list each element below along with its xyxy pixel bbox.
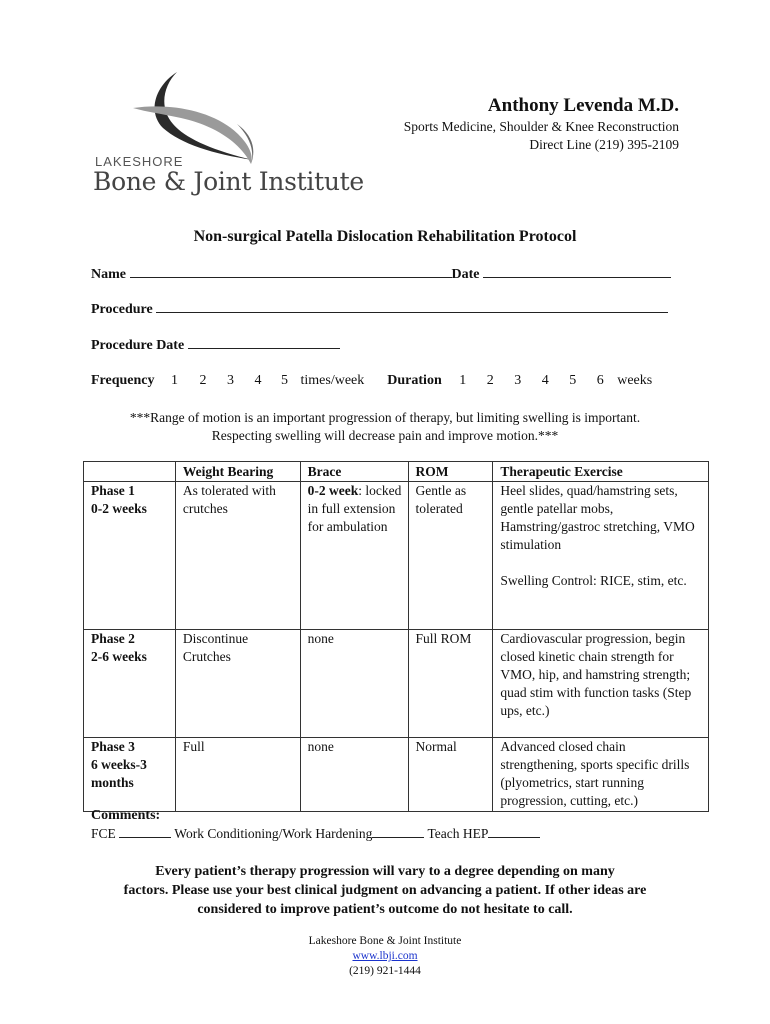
brace-cell: none — [300, 630, 408, 738]
table-row — [84, 630, 709, 738]
header-brace: Brace — [300, 462, 408, 482]
duration-label: Duration — [387, 373, 442, 388]
fce-label: FCE — [91, 826, 116, 841]
exercise-cell: Heel slides, quad/hamstring sets, gentle patellar mobs, Hamstring/gastroc stretching, VMO stimulation Swelling Control: RICE, stim, etc. — [493, 482, 709, 630]
procedure-date-row — [91, 337, 340, 354]
name-date-row — [91, 266, 671, 283]
closing-statement — [0, 862, 770, 919]
duration-unit: weeks — [617, 373, 653, 388]
footer-org: Lakeshore Bone & Joint Institute — [308, 935, 462, 947]
date-label: Date — [451, 267, 480, 282]
frequency-option[interactable]: 5 — [281, 373, 289, 388]
procedure-label: Procedure — [91, 302, 153, 317]
table-header-row — [84, 462, 709, 482]
teach-hep-field[interactable] — [488, 826, 540, 838]
phase-cell: Phase 3 6 weeks-3 months — [84, 738, 176, 812]
website-link[interactable]: www.lbji.com — [352, 950, 418, 962]
work-conditioning-field[interactable] — [372, 826, 424, 838]
header-therapeutic-exercise: Therapeutic Exercise — [493, 462, 709, 482]
date-field[interactable] — [483, 266, 671, 278]
frequency-duration-row — [91, 373, 652, 389]
procedure-date-field[interactable] — [188, 337, 340, 349]
rehab-protocol-table — [83, 461, 709, 812]
procedure-date-label: Procedure Date — [91, 338, 185, 353]
brace-cell: none — [300, 738, 408, 812]
header-weight-bearing: Weight Bearing — [175, 462, 300, 482]
weight-bearing-cell: Discontinue Crutches — [175, 630, 300, 738]
work-conditioning-label: Work Conditioning/Work Hardening — [174, 826, 373, 841]
frequency-option[interactable]: 4 — [254, 373, 262, 388]
procedure-row — [91, 301, 668, 318]
table-row — [84, 738, 709, 812]
procedure-field[interactable] — [156, 301, 668, 313]
doctor-direct-line: Direct Line (219) 395-2109 — [529, 137, 679, 152]
closing-line-3: considered to improve patient’s outcome do not hesitate to call. — [197, 902, 573, 917]
comments-label: Comments: — [91, 808, 161, 823]
doctor-info — [404, 94, 679, 154]
swoosh-logo-icon — [133, 68, 323, 168]
footer — [0, 934, 770, 979]
header-phase — [84, 462, 176, 482]
name-field[interactable] — [130, 266, 452, 278]
logo-text-big: Bone & Joint Institute — [93, 167, 364, 196]
frequency-option[interactable]: 2 — [199, 373, 207, 388]
footer-phone: (219) 921-1444 — [349, 965, 421, 977]
frequency-option[interactable]: 1 — [171, 373, 179, 388]
institute-logo — [93, 68, 383, 200]
brace-rest: : locked in full extension for ambulation — [307, 483, 402, 534]
closing-line-2: factors. Please use your best clinical judgment on advancing a patient. If other ideas are — [123, 883, 647, 898]
doctor-specialty: Sports Medicine, Shoulder & Knee Reconstruction — [403, 119, 679, 134]
duration-option[interactable]: 3 — [514, 373, 522, 388]
rom-cell: Normal — [408, 738, 493, 812]
comments-row — [91, 826, 540, 842]
brace-cell — [300, 482, 408, 630]
duration-option[interactable]: 2 — [486, 373, 494, 388]
weight-bearing-cell: As tolerated with crutches — [175, 482, 300, 630]
weight-bearing-cell: Full — [175, 738, 300, 812]
header-rom: ROM — [408, 462, 493, 482]
frequency-unit: times/week — [300, 373, 365, 388]
rom-cell: Full ROM — [408, 630, 493, 738]
table-row — [84, 482, 709, 630]
teach-hep-label: Teach HEP — [427, 826, 489, 841]
phase-cell: Phase 1 0-2 weeks — [84, 482, 176, 630]
closing-line-1: Every patient’s therapy progression will vary to a degree depending on many — [155, 864, 615, 879]
brace-bold: 0-2 week — [307, 483, 359, 498]
exercise-cell: Advanced closed chain strengthening, sports specific drills (plyometrics, start running progression, cutting, etc.) — [493, 738, 709, 812]
frequency-label: Frequency — [91, 373, 155, 388]
range-of-motion-note — [0, 409, 770, 445]
doctor-name: Anthony Levenda M.D. — [487, 95, 679, 116]
logo-text-small: LAKESHORE — [95, 154, 184, 169]
frequency-option[interactable]: 3 — [227, 373, 235, 388]
duration-option[interactable]: 6 — [596, 373, 604, 388]
fce-field[interactable] — [119, 826, 171, 838]
duration-option[interactable]: 5 — [569, 373, 577, 388]
name-label: Name — [91, 267, 126, 282]
duration-option[interactable]: 4 — [541, 373, 549, 388]
duration-option[interactable]: 1 — [459, 373, 467, 388]
rom-cell: Gentle as tolerated — [408, 482, 493, 630]
note-line-2: Respecting swelling will decrease pain and improve motion.*** — [211, 428, 559, 443]
exercise-cell: Cardiovascular progression, begin closed kinetic chain strength for VMO, hip, and hamstring strength; quad stim with function tasks (Step ups, etc.) — [493, 630, 709, 738]
protocol-title: Non-surgical Patella Dislocation Rehabilitation Protocol — [193, 228, 577, 245]
phase-cell: Phase 2 2-6 weeks — [84, 630, 176, 738]
note-line-1: ***Range of motion is an important progression of therapy, but limiting swelling is important. — [129, 410, 641, 425]
